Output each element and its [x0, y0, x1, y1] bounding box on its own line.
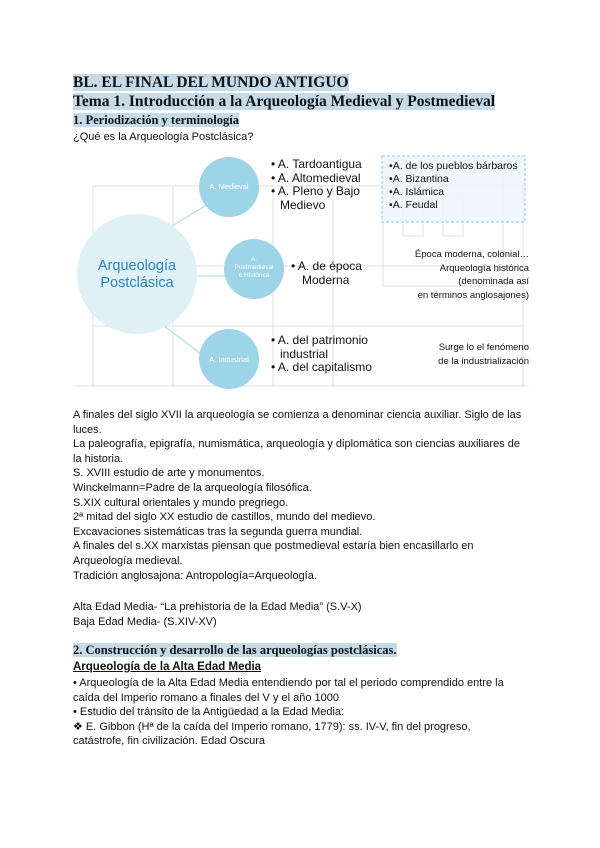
paragraph: • Estudio del tránsito de la Antigüedad a la Edad Media: [73, 706, 345, 719]
post-item: • A. de época Moderna [291, 259, 362, 287]
paragraph: ❖ E. Gibbon (Hª de la caída del Imperio romano, 1779): ss. IV-V, fin del progreso, catástrofe, fin civilización. Edad Oscura [73, 720, 471, 748]
circle-medieval-label: A. Medieval [209, 182, 249, 191]
paragraph: Tradición anglosajona: Antropología=Arqueología. [73, 569, 317, 582]
concept-diagram [73, 146, 529, 394]
subsection-title: Arqueología de la Alta Edad Media [73, 661, 262, 673]
paragraph: S.XIX cultural orientales y mundo pregriego. [73, 496, 289, 509]
paragraph: S. XVIII estudio de arte y monumentos. [73, 467, 265, 480]
industrial-items: • A. del patrimonio industrial • A. del capitalismo [271, 333, 372, 374]
body-text [73, 408, 523, 583]
question: ¿Qué es la Arqueología Postclásica? [73, 131, 254, 143]
era-lines [73, 600, 362, 629]
medieval-box-items: •A. de los pueblos bárbaros •A. Bizantina •A. Islámica •A. Feudal [389, 160, 518, 211]
paragraph: • Arqueología de la Alta Edad Media entendiendo por tal el periodo comprendido entre la caída del Imperio romano a finales del V y el año 1000 [73, 677, 504, 704]
circle-postmedieval-label: A. Postmedieval o Histórica [234, 256, 274, 279]
block-title: BL. EL FINAL DEL MUNDO ANTIGUO [73, 74, 349, 91]
paragraph: Excavaciones sistemáticas tras la segunda guerra mundial. [73, 525, 363, 538]
center-label: Arqueología Postclásica [97, 258, 177, 291]
paragraph: Winckelmann=Padre de la arqueología filosófica. [73, 481, 312, 494]
tema-title: Tema 1. Introducción a la Arqueología Medieval y Postmedieval [73, 93, 496, 110]
era-line: Baja Edad Media- (S.XIV-XV) [73, 615, 217, 628]
paragraph: A finales del siglo XVII la arqueología se comienza a denominar ciencia auxiliar. Siglo de las luces. [73, 409, 522, 436]
circle-industrial-label: A. Industrial [209, 355, 249, 364]
medieval-items: • A. Tardoantigua • A. Altomedieval • A. Pleno y Bajo Medievo [271, 157, 362, 212]
paragraph: 2ª mitad del siglo XX estudio de castillos, mundo del medievo. [73, 511, 376, 524]
section2-title: 2. Construcción y desarrollo de las arqueologías postclásicas. [73, 643, 397, 657]
era-line: Alta Edad Media- “La prehistoria de la Edad Media” (S.V-X) [73, 601, 362, 613]
section2-body [73, 676, 523, 749]
paragraph: A finales del s.XX marxistas piensan que postmedieval estaría bien encasillarlo en Arqueología medieval. [73, 540, 474, 567]
section1-title: 1. Periodización y terminología [73, 113, 239, 127]
post-note: Época moderna, colonial… Arqueología histórica (denominada así en términos anglosajones) [414, 249, 529, 301]
paragraph: La paleografía, epigrafía, numismática, arqueología y diplomática son ciencias auxiliares de la historia. [73, 438, 520, 465]
industrial-note: Surge lo el fenómeno de la industrialización [438, 342, 529, 367]
